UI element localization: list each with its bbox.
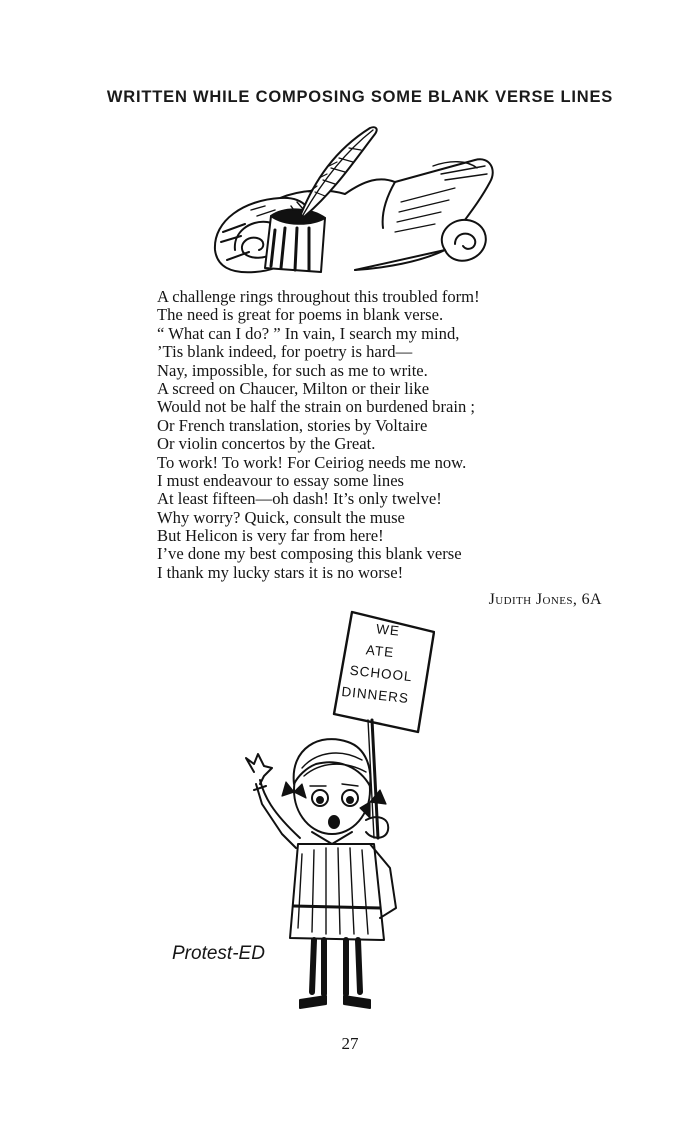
page-number: 27 [341, 1034, 359, 1053]
scroll-quill-inkpot-icon [205, 120, 500, 280]
poem-line: To work! To work! For Ceiriog needs me now. [157, 452, 467, 472]
poem-line: I must endeavour to essay some lines [157, 470, 405, 490]
poem-line: The need is great for poems in blank verse. [157, 305, 444, 325]
illustration-caption: Protest-ED [172, 943, 265, 964]
poem-line: A challenge rings throughout this troubled form! [157, 287, 480, 306]
poem-line: Why worry? Quick, consult the muse [157, 507, 405, 527]
sign-line: DINNERS [340, 683, 410, 706]
poem-line: I’ve done my best composing this blank verse [157, 544, 462, 564]
poem-line: But Helicon is very far from here! [157, 526, 384, 546]
poem-line: “ What can I do? ” In vain, I search my mind, [157, 323, 460, 343]
poem-line: Would not be half the strain on burdened brain ; [157, 397, 476, 417]
poem-line: At least fifteen—oh dash! It’s only twelve! [157, 489, 442, 509]
sign-line: WE [375, 621, 401, 639]
poem-line: Or violin concertos by the Great. [157, 434, 376, 454]
sign-line: ATE [365, 642, 395, 661]
poem-author: Judith Jones, 6A [488, 591, 602, 608]
poem-line: I thank my lucky stars it is no worse! [157, 562, 404, 582]
poem-body [157, 288, 617, 582]
poem-line: Nay, impossible, for such as me to write. [157, 360, 428, 380]
protest-sign-text [337, 615, 444, 744]
poem-line: A screed on Chaucer, Milton or their like [157, 378, 430, 398]
poem-line: Or French translation, stories by Voltaire [157, 415, 428, 435]
sign-line: SCHOOL [349, 662, 414, 685]
poem-line: ’Tis blank indeed, for poetry is hard— [157, 342, 413, 362]
page-title: WRITTEN WHILE COMPOSING SOME BLANK VERSE LINES [106, 88, 614, 106]
